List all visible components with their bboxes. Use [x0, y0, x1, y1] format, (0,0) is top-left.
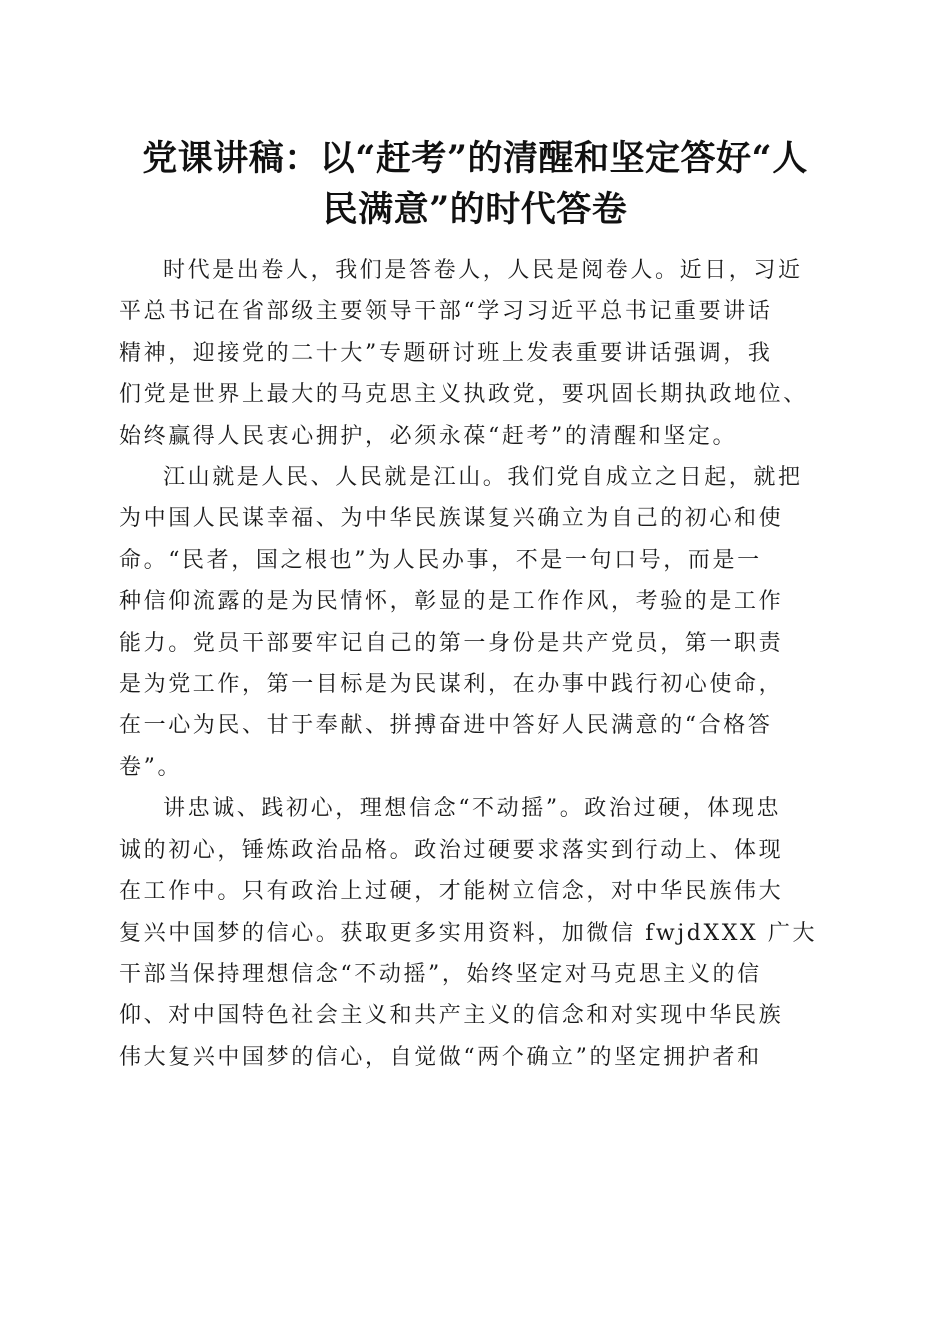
- title-line: 民满意”的时代答卷: [322, 189, 628, 230]
- text-line: 伟大复兴中国梦的信心，自觉做“两个确立”的坚定拥护者和: [119, 1044, 762, 1070]
- paragraph: [119, 457, 829, 788]
- text-line: 为中国人民谋幸福、为中华民族谋复兴确立为自己的初心和使: [119, 506, 784, 532]
- text-line: 精神，迎接党的二十大”专题研讨班上发表重要讲话强调，我: [119, 340, 773, 366]
- text-line: 是为党工作，第一目标是为民谋利，在办事中践行初心使命，: [119, 672, 784, 698]
- paragraph: [119, 250, 829, 457]
- text-line: 仰、对中国特色社会主义和共产主义的信念和对实现中华民族: [119, 1003, 784, 1029]
- text-line: 卷”。: [119, 754, 183, 780]
- text-line: 诚的初心，锤炼政治品格。政治过硬要求落实到行动上、体现: [119, 837, 784, 863]
- text-line: 干部当保持理想信念“不动摇”，始终坚定对马克思主义的信: [119, 961, 762, 987]
- text-line: 命。“民者，国之根也”为人民办事，不是一句口号，而是一: [119, 547, 762, 573]
- text-line: 在工作中。只有政治上过硬，才能树立信念，对中华民族伟大: [119, 879, 784, 905]
- paragraph: [119, 788, 829, 1078]
- text-line: 江山就是人民、人民就是江山。我们党自成立之日起，就把: [163, 465, 803, 491]
- document-title: [110, 133, 840, 235]
- title-line: 党课讲稿：以“赶考”的清醒和坚定答好“人: [142, 138, 808, 179]
- text-line: 能力。党员干部要牢记自己的第一身份是共产党员，第一职责: [119, 630, 784, 656]
- document-body: [119, 250, 829, 1078]
- text-line: 平总书记在省部级主要领导干部“学习习近平总书记重要讲话: [119, 299, 773, 325]
- text-line: 始终赢得人民衷心拥护，必须永葆“赶考”的清醒和坚定。: [119, 423, 738, 449]
- text-line: 复兴中国梦的信心。获取更多实用资料，加微信 fwjdXXX 广大: [119, 920, 818, 946]
- text-line: 时代是出卷人，我们是答卷人，人民是阅卷人。近日，习近: [163, 258, 803, 283]
- text-line: 种信仰流露的是为民情怀，彰显的是工作作风，考验的是工作: [119, 589, 784, 615]
- text-line: 讲忠诚、践初心，理想信念“不动摇”。政治过硬，体现忠: [163, 796, 782, 822]
- text-line: 们党是世界上最大的马克思主义执政党，要巩固长期执政地位、: [119, 382, 808, 408]
- text-line: 在一心为民、甘于奉献、拼搏奋进中答好人民满意的“合格答: [119, 713, 773, 739]
